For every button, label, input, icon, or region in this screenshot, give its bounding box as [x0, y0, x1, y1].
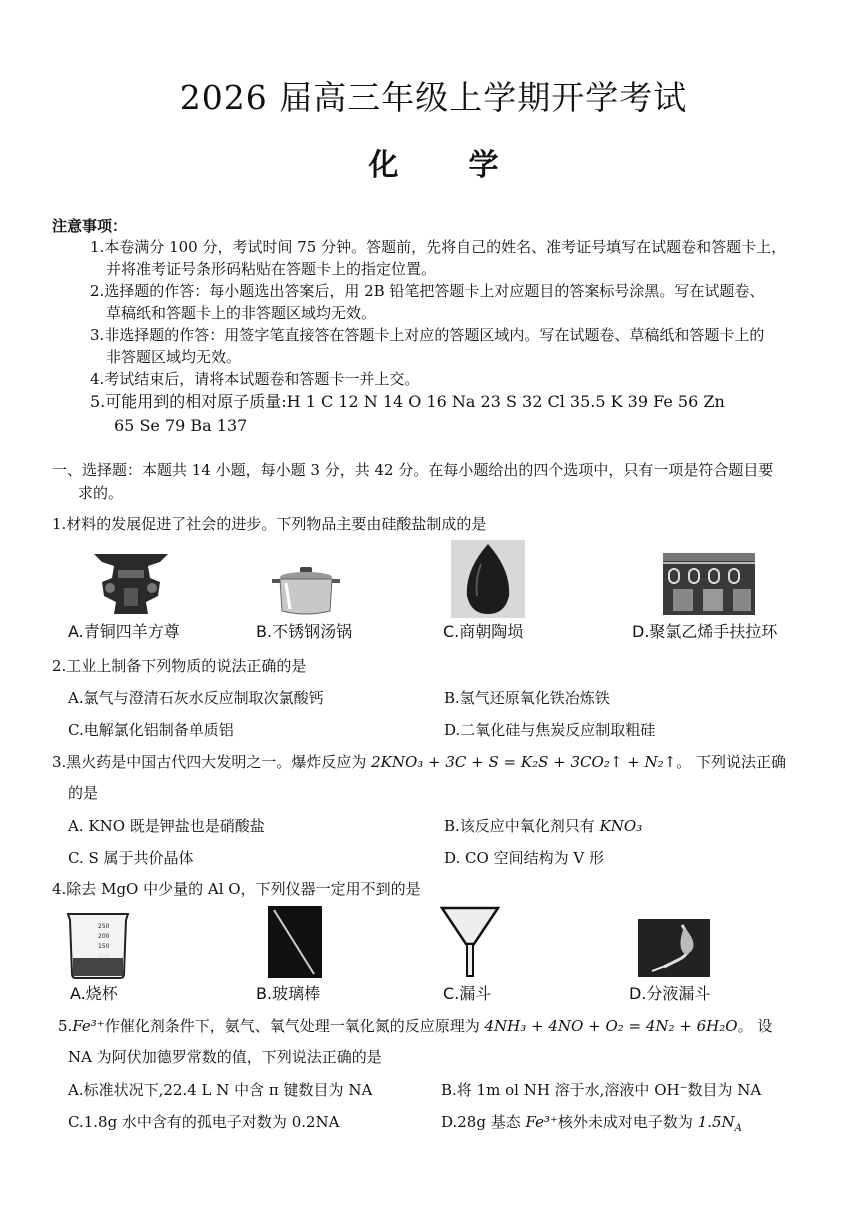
beaker-image — [64, 912, 134, 980]
q5-option-d-value: 1.5N — [697, 1113, 735, 1131]
q1-caption-a: A.青铜四羊方尊 — [68, 622, 180, 641]
bronze-zun-image — [88, 548, 174, 618]
notice-item-2: 2.选择题的作答：每小题选出答案后，用 2B 铅笔把答题卡上对应题目的答案标号涂黑。写在试题卷、 — [90, 282, 765, 300]
q1-stem: 1.材料的发展促进了社会的进步。下列物品主要由硅酸盐制成的是 — [52, 515, 487, 533]
q3-stem-tail: 。 下列说法正确 — [676, 753, 786, 771]
notice-item-1: 1.本卷满分 100 分，考试时间 75 分钟。答题前，先将自己的姓名、准考证号填写在试题卷和答题卡上， — [90, 238, 787, 256]
notice-item-3-cont: 非答题区域均无效。 — [106, 348, 242, 366]
exam-title: 2026 届高三年级上学期开学考试 — [179, 78, 688, 117]
q5-stem — [58, 1016, 772, 1036]
section-heading-cont: 求的。 — [78, 484, 124, 502]
q2-option-c: C.电解氯化铝制备单质铝 — [68, 721, 234, 739]
q3-option-a: A. KNO 既是钾盐也是硝酸盐 — [68, 817, 265, 835]
notice-item-5-cont: 65 Se 79 Ba 137 — [114, 416, 248, 435]
steel-pot-image — [270, 565, 342, 617]
q5-option-d-subscript: A — [734, 1123, 742, 1134]
pottery-xun-image — [451, 540, 525, 618]
separatory-funnel-image — [638, 919, 710, 977]
beaker-mark-250: 250 — [98, 923, 110, 930]
q5-option-d — [441, 1112, 742, 1139]
q3-stem — [52, 752, 786, 772]
beaker-mark-150: 150 — [98, 943, 110, 950]
q3-option-b-text: B.该反应中氧化剂只有 — [444, 817, 600, 835]
q5-option-b: B.将 1m ol NH 溶于水,溶液中 OH⁻数目为 NA — [441, 1081, 762, 1099]
q4-caption-b: B.玻璃棒 — [256, 984, 321, 1003]
q5-stem-tail: 。 设 — [737, 1017, 773, 1035]
subject-title: 化学 — [368, 148, 569, 183]
beaker-mark-100: 100 — [98, 953, 110, 960]
q3-stem-text: 3.黑火药是中国古代四大发明之一。爆炸反应为 — [52, 753, 372, 771]
q2-option-b: B.氢气还原氧化铁冶炼铁 — [444, 689, 610, 707]
glass-rod-image — [268, 906, 322, 978]
q5-option-d-text: D.28g 基态 — [441, 1113, 526, 1131]
q4-caption-c: C.漏斗 — [443, 984, 492, 1003]
notice-item-5: 5.可能用到的相对原子质量:H 1 C 12 N 14 O 16 Na 23 S 32 Cl 35.5 K 39 Fe 56 Zn — [90, 392, 725, 411]
q5-stem-cont: NA 为阿伏加德罗常数的值，下列说法正确的是 — [68, 1048, 382, 1066]
q3-option-d: D. CO 空间结构为 V 形 — [444, 849, 604, 867]
q2-option-d: D.二氧化硅与焦炭反应制取粗硅 — [444, 721, 656, 739]
beaker-mark-200: 200 — [98, 933, 110, 940]
q1-caption-b: B.不锈钢汤锅 — [256, 622, 353, 641]
q5-ion: Fe³⁺ — [72, 1017, 105, 1035]
q1-caption-d: D.聚氯乙烯手扶拉环 — [632, 622, 778, 641]
q5-option-a: A.标准状况下,22.4 L N 中含 π 键数目为 NA — [68, 1081, 373, 1099]
q5-option-c: C.1.8g 水中含有的孤电子对数为 0.2NA — [68, 1113, 340, 1131]
q3-option-c: C. S 属于共价晶体 — [68, 849, 194, 867]
q5-option-d-mid: 核外未成对电子数为 — [557, 1113, 698, 1131]
funnel-image — [440, 904, 500, 978]
q4-caption-d: D.分液漏斗 — [629, 984, 711, 1003]
q5-stem-text: 作催化剂条件下，氨气、氧气处理一氧化氮的反应原理为 — [104, 1017, 485, 1035]
notice-item-2-cont: 草稿纸和答题卡上的非答题区域均无效。 — [106, 304, 377, 322]
q5-number: 5. — [58, 1017, 73, 1035]
q2-stem: 2.工业上制备下列物质的说法正确的是 — [52, 657, 307, 675]
notice-heading: 注意事项： — [52, 217, 128, 235]
q2-option-a: A.氯气与澄清石灰水反应制取次氯酸钙 — [68, 689, 324, 707]
q5-equation: 4NH₃ + 4NO + O₂ = 4N₂ + 6H₂O — [484, 1017, 738, 1035]
handle-ring-image — [663, 553, 755, 615]
q3-stem-cont: 的是 — [68, 784, 99, 802]
notice-item-3: 3.非选择题的作答：用签字笔直接答在答题卡上对应的答题区域内。写在试题卷、草稿纸和答题卡上的 — [90, 326, 765, 344]
q3-option-b-formula: KNO₃ — [599, 817, 643, 835]
notice-item-4: 4.考试结束后，请将本试题卷和答题卡一并上交。 — [90, 370, 420, 388]
q3-equation: 2KNO₃ + 3C + S = K₂S + 3CO₂↑ + N₂↑ — [371, 753, 677, 771]
q5-option-d-ion: Fe³⁺ — [525, 1113, 558, 1131]
q1-caption-c: C.商朝陶埙 — [443, 622, 524, 641]
q4-caption-a: A.烧杯 — [70, 984, 118, 1003]
q3-option-b — [444, 816, 642, 836]
notice-item-1-cont: 并将准考证号条形码粘贴在答题卡上的指定位置。 — [106, 260, 437, 278]
section-heading: 一、选择题：本题共 14 小题，每小题 3 分，共 42 分。在每小题给出的四个选项中，只有一项是符合题目要 — [52, 461, 774, 479]
q4-stem: 4.除去 MgO 中少量的 Al O，下列仪器一定用不到的是 — [52, 880, 421, 898]
